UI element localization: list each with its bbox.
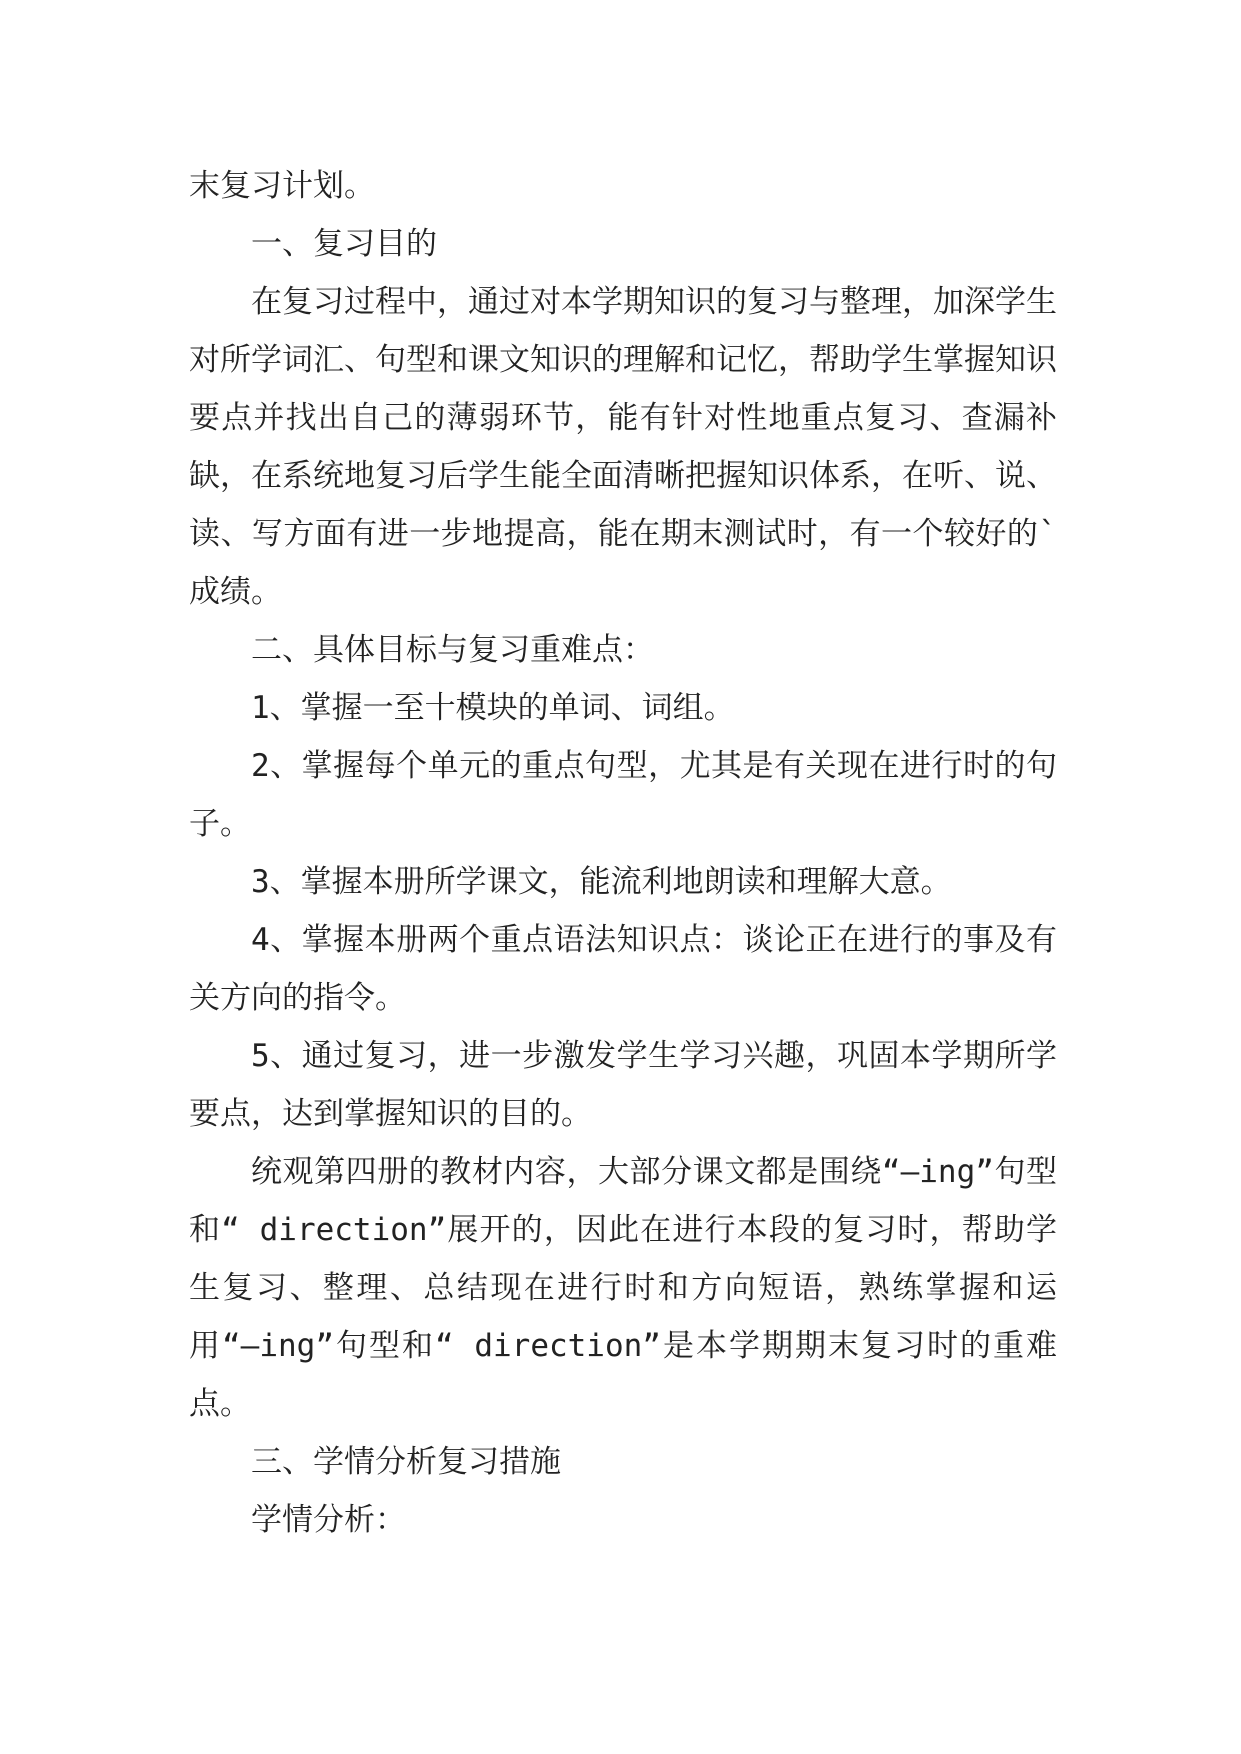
list-item-2: 2、掌握每个单元的重点句型，尤其是有关现在进行时的句子。 (189, 748, 1057, 842)
document-body (189, 157, 1057, 1549)
paragraph-overview: 统观第四册的教材内容，大部分课文都是围绕“—ing”句型和“ direction”展开的，因此在进行本段的复习时，帮助学生复习、整理、总结现在进行时和方向短语，熟练掌握和运用“—ing”句型和“ direction”是本学期期末复习时的重难点。 (189, 1154, 1057, 1422)
list-item-1: 1、掌握一至十模块的单词、词组。 (251, 690, 735, 726)
section-heading-analysis: 三、学情分析复习措施 (251, 1444, 561, 1480)
section-heading-objectives: 二、具体目标与复习重难点： (251, 632, 654, 668)
subheading-analysis: 学情分析： (251, 1502, 406, 1538)
list-item-4: 4、掌握本册两个重点语法知识点：谈论正在进行的事及有关方向的指令。 (189, 922, 1057, 1016)
paragraph-continuation: 末复习计划。 (189, 168, 375, 204)
section-heading-review-goal: 一、复习目的 (251, 226, 437, 262)
list-item-5: 5、通过复习，进一步激发学生学习兴趣，巩固本学期所学要点，达到掌握知识的目的。 (189, 1038, 1057, 1132)
list-item-3: 3、掌握本册所学课文，能流利地朗读和理解大意。 (251, 864, 952, 900)
paragraph-review-goal: 在复习过程中，通过对本学期知识的复习与整理，加深学生对所学词汇、句型和课文知识的理解和记忆，帮助学生掌握知识要点并找出自己的薄弱环节，能有针对性地重点复习、查漏补缺，在系统地复习后学生能全面清晰把握知识体系，在听、说、读、写方面有进一步地提高，能在期末测试时，有一个较好的`成绩。 (189, 284, 1057, 610)
